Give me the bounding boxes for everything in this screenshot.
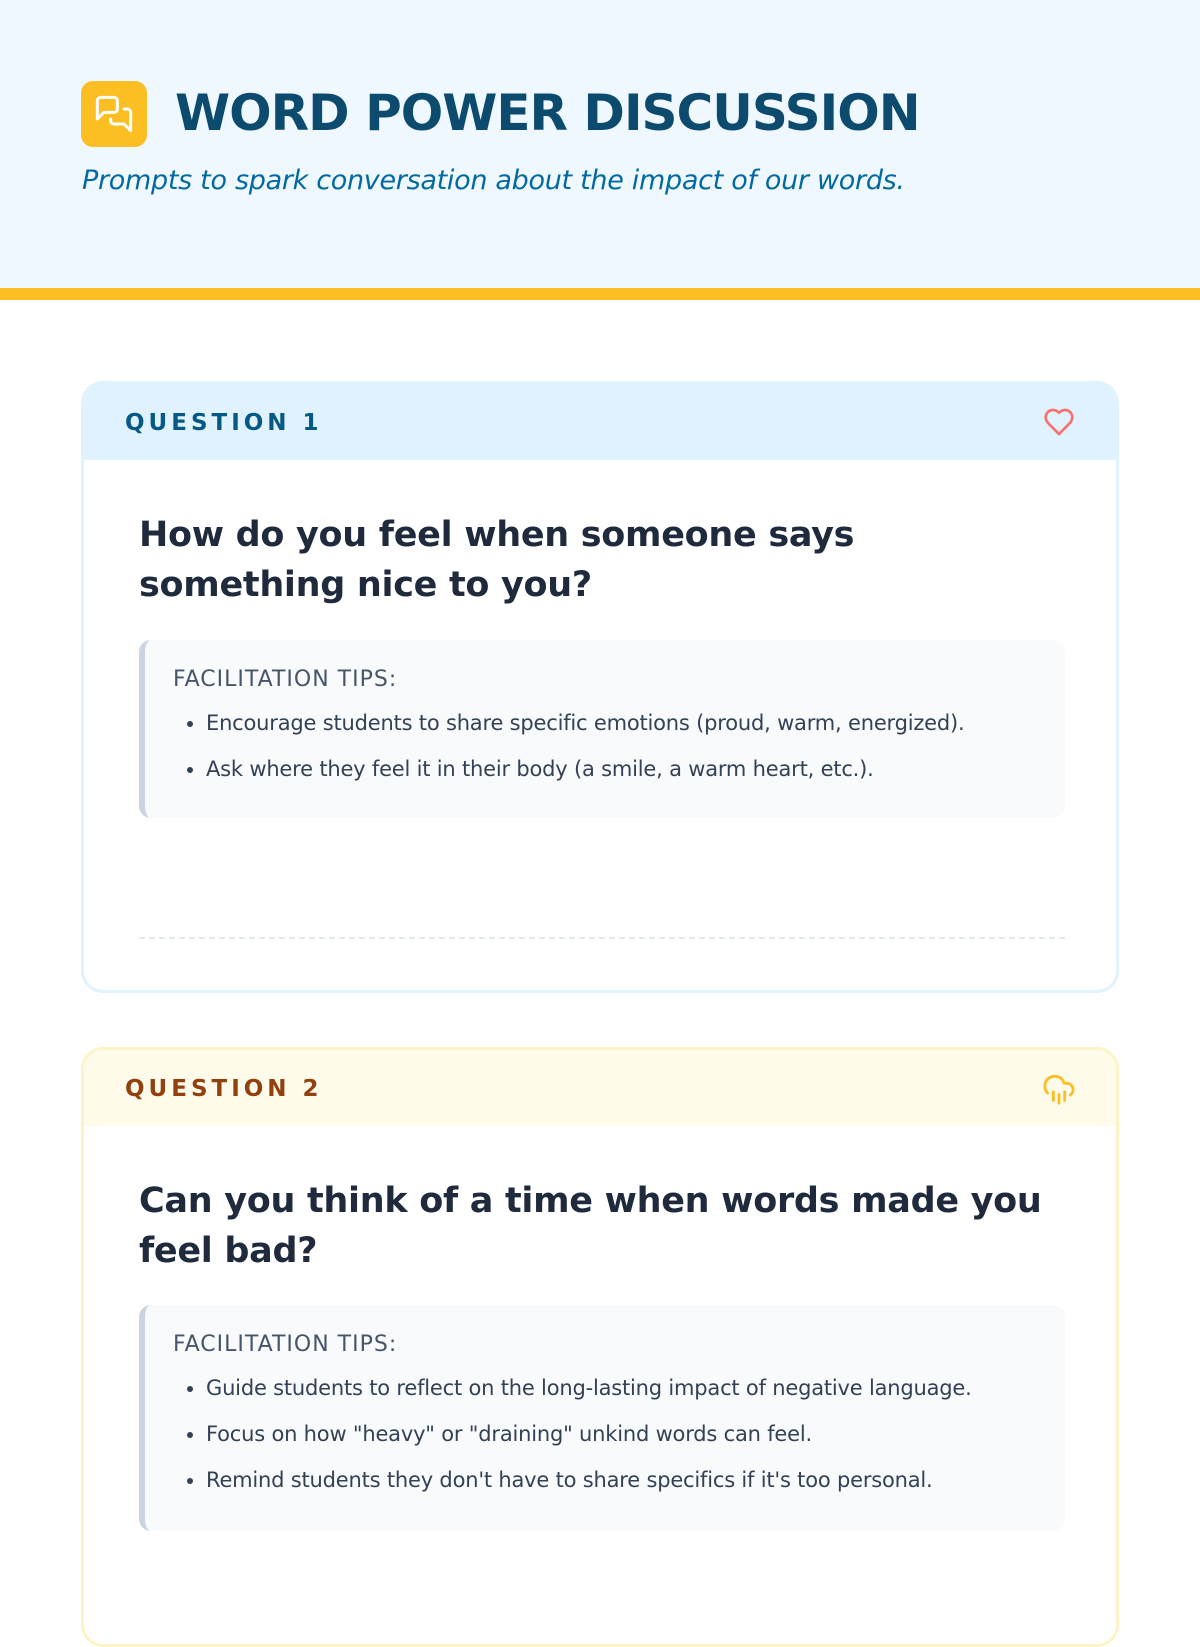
tips-list xyxy=(173,1373,1035,1495)
question-card-2 xyxy=(81,1047,1119,1647)
dashed-divider xyxy=(139,937,1065,939)
question-card-1 xyxy=(81,381,1119,993)
facilitation-tips xyxy=(139,1305,1065,1531)
page-subtitle: Prompts to spark conversation about the impact of our words. xyxy=(82,165,905,196)
question-label: QUESTION 1 xyxy=(125,410,323,436)
page-title: WORD POWER DISCUSSION xyxy=(175,84,920,142)
tip-item: • Guide students to reflect on the long-lasting impact of negative language. xyxy=(206,1373,1035,1403)
heart-icon xyxy=(1042,406,1076,438)
tip-item: • Focus on how "heavy" or "draining" unkind words can feel. xyxy=(206,1419,1035,1449)
tip-item: • Encourage students to share specific emotions (proud, warm, energized). xyxy=(206,708,1035,738)
question-text: Can you think of a time when words made you feel bad? xyxy=(139,1181,1042,1271)
question-text: How do you feel when someone says something nice to you? xyxy=(139,515,855,605)
page-header xyxy=(0,0,1200,300)
chat-bubbles-icon xyxy=(94,94,134,134)
question-card-header xyxy=(84,1050,1116,1126)
tip-item: • Ask where they feel it in their body (a smile, a warm heart, etc.). xyxy=(206,754,1035,784)
tips-list xyxy=(173,708,1035,784)
question-card-header xyxy=(84,384,1116,460)
logo-badge xyxy=(81,81,147,147)
tips-title: FACILITATION TIPS: xyxy=(173,1332,398,1357)
tip-item: • Remind students they don't have to share specifics if it's too personal. xyxy=(206,1465,1035,1495)
facilitation-tips xyxy=(139,640,1065,818)
cloud-rain-icon xyxy=(1042,1072,1076,1106)
tips-title: FACILITATION TIPS: xyxy=(173,667,398,692)
question-label: QUESTION 2 xyxy=(125,1076,323,1102)
